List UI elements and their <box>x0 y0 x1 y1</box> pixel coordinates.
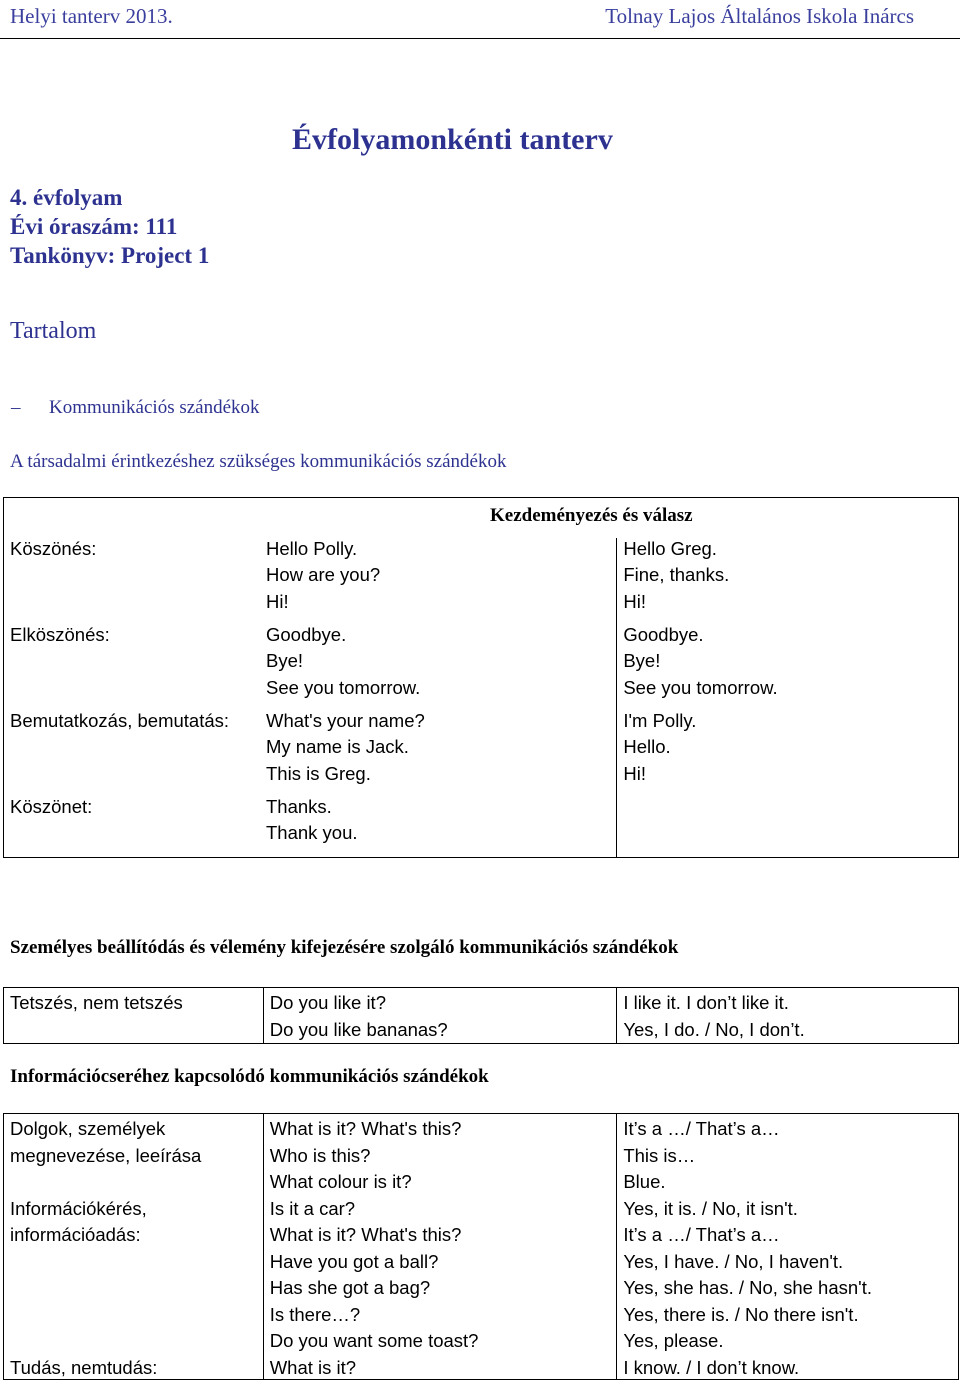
row-label: Bemutatkozás, bemutatás: <box>10 709 230 731</box>
response-item: See you tomorrow. <box>623 676 778 698</box>
response-item: I like it. I don’t like it. <box>623 992 789 1013</box>
running-header-right: Tolnay Lajos Általános Iskola Inárcs <box>605 4 914 28</box>
header-rule <box>0 38 960 39</box>
hours-line: Évi óraszám: 111 <box>10 214 178 239</box>
response-item: Goodbye. <box>623 623 704 645</box>
initiation-cell <box>263 1114 617 1380</box>
row-label: Köszönés: <box>10 537 97 559</box>
row-label: Tudás, nemtudás: <box>10 1356 158 1378</box>
response-item: I'm Polly. <box>623 709 697 731</box>
initiation-item: Has she got a bag? <box>269 1277 431 1298</box>
row-label: Tetszés, nem tetszés <box>10 992 183 1013</box>
response-cell <box>617 988 959 1044</box>
initiation-item: Do you want some toast? <box>269 1330 479 1351</box>
column-header: Kezdeményezés és válasz <box>490 505 693 526</box>
initiation-item: Thank you. <box>266 822 358 843</box>
initiation-cell <box>4 538 617 858</box>
response-cell <box>617 538 959 858</box>
information-table <box>3 1113 959 1380</box>
page-title: Évfolyamonkénti tanterv <box>292 123 613 156</box>
label-cell <box>4 1114 264 1380</box>
textbook-line: Tankönyv: Project 1 <box>10 243 210 268</box>
initiation-item: What's your name? <box>266 709 425 731</box>
row-label: Elköszönés: <box>10 623 110 645</box>
response-item: Blue. <box>623 1171 666 1192</box>
running-header-left: Helyi tanterv 2013. <box>10 4 173 28</box>
section-heading: Kommunikációs szándékok <box>49 397 260 418</box>
grade-line: 4. évfolyam <box>10 185 123 210</box>
response-list <box>623 536 729 616</box>
initiation-item: My name is Jack. <box>266 736 409 757</box>
response-item: Bye! <box>623 650 661 671</box>
response-item: Hi! <box>623 762 646 784</box>
response-item: Yes, it is. / No, it isn't. <box>623 1197 798 1219</box>
initiation-list <box>266 622 420 702</box>
subsection-heading: A társadalmi érintkezéshez szükséges kommunikációs szándékok <box>10 451 507 472</box>
subsection-heading: Személyes beállítódás és vélemény kifejezésére szolgáló kommunikációs szándékok <box>10 937 679 958</box>
initiation-item: Do you like it? <box>269 992 386 1013</box>
initiation-item: What is it? What's this? <box>269 1118 462 1139</box>
initiation-item: What colour is it? <box>269 1171 412 1192</box>
subsection-heading: Információcseréhez kapcsolódó kommunikációs szándékok <box>10 1066 489 1087</box>
initiation-item: Who is this? <box>269 1144 371 1166</box>
row-label: megnevezése, leeírása <box>10 1144 202 1166</box>
grade-info <box>10 183 209 270</box>
row-label: Dolgok, személyek <box>10 1118 166 1139</box>
row-label: Információkérés, <box>10 1197 147 1219</box>
response-list <box>623 622 777 702</box>
initiation-list <box>266 536 380 616</box>
initiation-item: What is it? What's this? <box>269 1224 462 1245</box>
row-label: Köszönet: <box>10 795 93 817</box>
response-item: Yes, she has. / No, she hasn't. <box>623 1277 872 1298</box>
response-item: It’s a …/ That’s a… <box>623 1224 780 1245</box>
response-list <box>623 708 696 788</box>
initiation-item: Do you like bananas? <box>269 1018 448 1040</box>
response-item: It’s a …/ That’s a… <box>623 1118 780 1139</box>
response-item: I know. / I don’t know. <box>623 1356 800 1378</box>
initiation-item: This is Greg. <box>266 762 371 784</box>
initiation-item: Hi! <box>266 590 289 612</box>
response-item: Hello Greg. <box>623 537 717 559</box>
initiation-item: Hello Polly. <box>266 537 358 559</box>
response-item: Yes, I do. / No, I don’t. <box>623 1018 805 1040</box>
initiation-item: What is it? <box>269 1356 357 1378</box>
initiation-list <box>266 794 358 847</box>
response-cell <box>617 1114 959 1380</box>
toc-heading: Tartalom <box>10 318 97 344</box>
bullet-dash: – <box>11 397 21 418</box>
initiation-item: Bye! <box>266 650 304 671</box>
row-label: információadás: <box>10 1224 141 1245</box>
initiation-item: Is there…? <box>269 1303 361 1325</box>
initiation-item: Goodbye. <box>266 623 347 645</box>
row-label-cell <box>4 988 264 1044</box>
initiation-item: Have you got a ball? <box>269 1250 439 1272</box>
initiation-item: How are you? <box>266 564 381 585</box>
initiation-item: See you tomorrow. <box>266 676 421 698</box>
response-item: Yes, there is. / No there isn't. <box>623 1303 859 1325</box>
initiation-cell <box>263 988 617 1044</box>
response-item: Fine, thanks. <box>623 564 730 585</box>
response-item: Hi! <box>623 590 646 612</box>
initiation-item: Thanks. <box>266 795 332 817</box>
attitude-table <box>3 987 959 1044</box>
response-item: Yes, please. <box>623 1330 724 1351</box>
table-header-row <box>4 498 959 538</box>
response-item: Yes, I have. / No, I haven't. <box>623 1250 844 1272</box>
social-table <box>3 497 959 858</box>
response-item: This is… <box>623 1144 696 1166</box>
response-item: Hello. <box>623 736 671 757</box>
initiation-item: Is it a car? <box>269 1197 356 1219</box>
initiation-list <box>266 708 425 788</box>
